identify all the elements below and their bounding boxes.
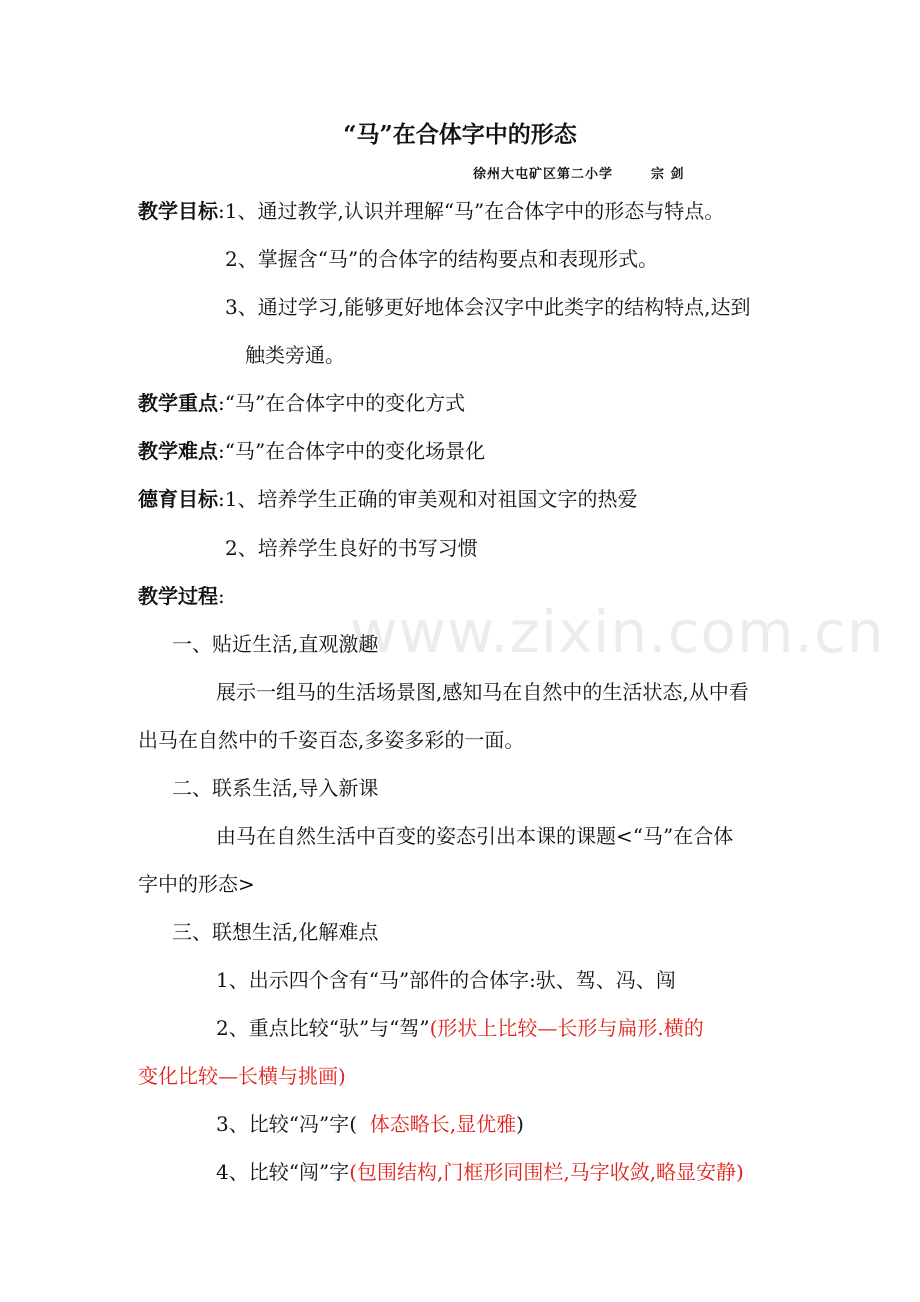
author-name: 宗 剑: [651, 167, 685, 182]
item-note: (形状上比较—长形与扁形.横的: [429, 1016, 704, 1040]
section-paragraph-line: 由马在自然生活中百变的姿态引出本课的课题<“马”在合体: [216, 824, 734, 848]
goals-line-1: [138, 198, 724, 224]
process-colon: :: [218, 584, 225, 608]
difficulty-label: 教学难点: [138, 439, 218, 463]
section-item: [216, 1159, 744, 1185]
process-line: [138, 583, 225, 609]
item-note-continued: 变化比较—长横与挑画): [138, 1064, 346, 1088]
goal-item: 2、掌握含“马”的合体字的结构要点和表现形式。: [225, 247, 659, 271]
item-note: (包围结构,门框形同围栏,马字收敛,略显安静): [349, 1160, 744, 1184]
section-item: [216, 1015, 704, 1041]
moral-line-1: [138, 486, 637, 512]
key-point-label: 教学重点: [138, 391, 218, 415]
section-paragraph-line: 出马在自然中的千姿百态,多姿多彩的一面。: [138, 728, 525, 752]
goal-item: 3、通过学习,能够更好地体会汉字中此类字的结构特点,达到: [225, 295, 751, 319]
item-note: 体态略长,显优雅: [357, 1112, 517, 1136]
section-heading: 二、联系生活,导入新课: [172, 776, 379, 800]
document-title: “马”在合体字中的形态: [343, 121, 577, 148]
section-heading: 一、贴近生活,直观激趣: [172, 632, 379, 656]
section-item: 1、出示四个含有“马”部件的合体字:驮、驾、冯、闯: [216, 968, 676, 992]
item-prefix: 3、比较“冯”字: [216, 1112, 350, 1136]
goals-label: 教学目标: [138, 199, 218, 223]
section-item: [216, 1111, 524, 1137]
section-paragraph-line: 字中的形态>: [138, 872, 255, 896]
item-prefix: 4、比较“闯”字: [216, 1160, 350, 1184]
key-point-line: [138, 390, 465, 416]
author-school: 徐州大屯矿区第二小学: [473, 167, 614, 182]
section-heading: 三、联想生活,化解难点: [172, 920, 379, 944]
key-point-text: :“马”在合体字中的变化方式: [218, 391, 466, 415]
section-paragraph-line: 展示一组马的生活场景图,感知马在自然中的生活状态,从中看: [216, 680, 749, 704]
difficulty-text: :“马”在合体字中的变化场景化: [218, 439, 486, 463]
difficulty-line: [138, 438, 485, 464]
item-paren-open: (: [349, 1112, 357, 1136]
watermark: www.zixin.com.cn: [350, 598, 885, 666]
goal-item: :1、通过教学,认识并理解“马”在合体字中的形态与特点。: [218, 199, 725, 223]
goal-item-continued: 触类旁通。: [245, 343, 345, 367]
author-line: [473, 162, 685, 188]
moral-item: 2、培养学生良好的书写习惯: [225, 536, 478, 560]
process-label: 教学过程: [138, 584, 218, 608]
moral-item: :1、培养学生正确的审美观和对祖国文字的热爱: [218, 487, 638, 511]
item-prefix: 2、重点比较“驮”与“驾”: [216, 1016, 430, 1040]
moral-label: 德育目标: [138, 487, 218, 511]
item-paren-close: ): [516, 1112, 524, 1136]
